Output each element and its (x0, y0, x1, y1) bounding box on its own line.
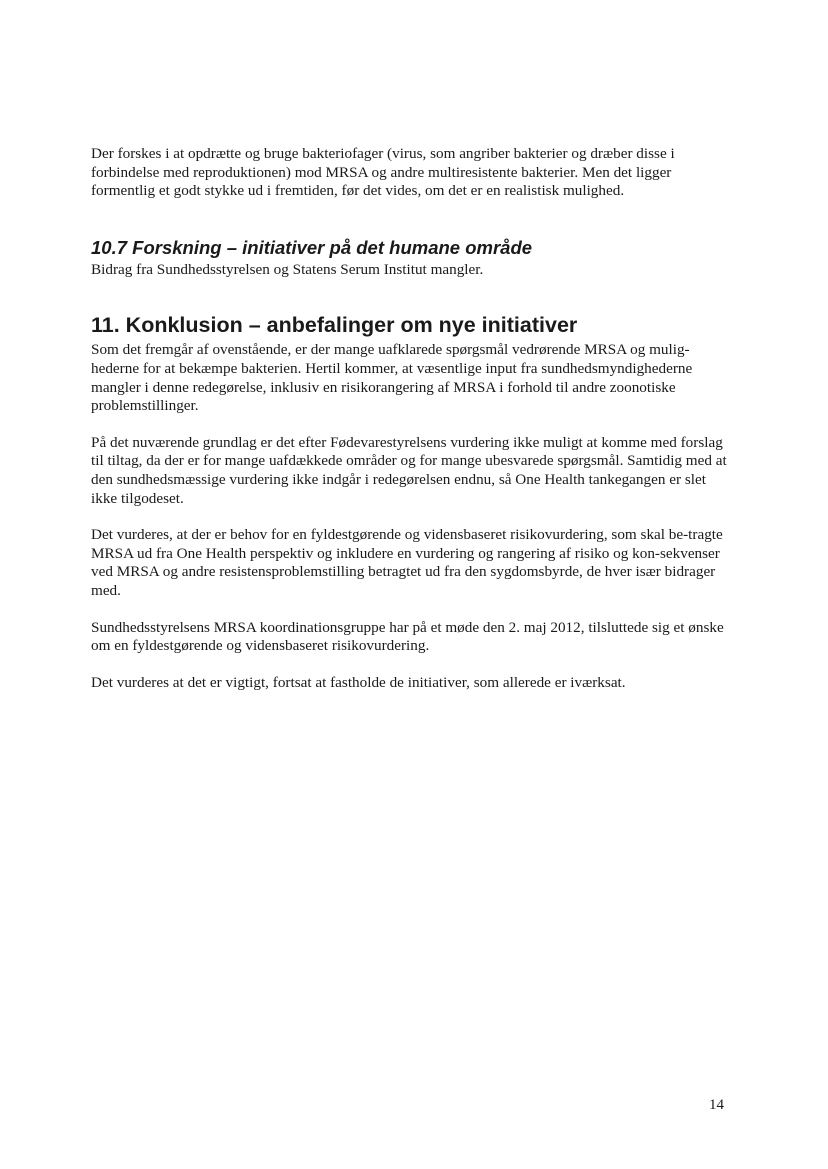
conclusion-paragraph-2: På det nuværende grundlag er det efter Fødevarestyrelsens vurdering ikke muligt at komme med forslag til tiltag, da der er for mange uafdækkede områder og for mange ubesvarede spørgsmål. Samtidig med at den sundhedsmæssige vurdering ikke indgår i redegørelsen endnu, så One Health tankegangen er slet ikke tilgodeset. (91, 433, 727, 507)
section-heading-10-7: 10.7 Forskning – initiativer på det humane område (91, 236, 533, 258)
page-number: 14 (709, 1097, 724, 1113)
section-10-7-paragraph: Bidrag fra Sundhedsstyrelsen og Statens Serum Institut mangler. (91, 260, 484, 278)
page-content (91, 145, 731, 692)
section-heading-11: 11. Konklusion – anbefalinger om nye initiativer (91, 313, 578, 338)
conclusion-paragraph-3: Det vurderes, at der er behov for en fyldestgørende og vidensbaseret risikovurdering, som skal be-tragte MRSA ud fra One Health perspektiv og inkludere en vurdering og rangering af risiko og kon-sekvenser ved MRSA og andre resistensproblemstilling betragtet ud fra den sygdomsbyrde, de hver især bidrager med. (91, 526, 723, 599)
conclusion-paragraph-5: Det vurderes at det er vigtigt, fortsat at fastholde de initiativer, som allerede er iværksat. (91, 673, 626, 691)
conclusion-paragraph-4: Sundhedsstyrelsens MRSA koordinationsgruppe har på et møde den 2. maj 2012, tilsluttede sig et ønske om en fyldestgørende og vidensbaseret risikovurdering. (91, 618, 724, 655)
conclusion-paragraph-1: Som det fremgår af ovenstående, er der mange uafklarede spørgsmål vedrørende MRSA og mulig-hederne for at bekæmpe bakterien. Hertil kommer, at væsentlige input fra sundhedsmyndighederne mangler i denne redegørelse, inklusiv en risikorangering af MRSA i forhold til andre zoonotiske problemstillinger. (91, 341, 693, 415)
intro-paragraph: Der forskes i at opdrætte og bruge bakteriofager (virus, som angriber bakterier og dræber disse i forbindelse med reproduktionen) mod MRSA og andre multiresistente bakterier. Men det ligger formentlig et godt stykke ud i fremtiden, før det vides, om det er en realistisk mulighed. (91, 145, 675, 200)
